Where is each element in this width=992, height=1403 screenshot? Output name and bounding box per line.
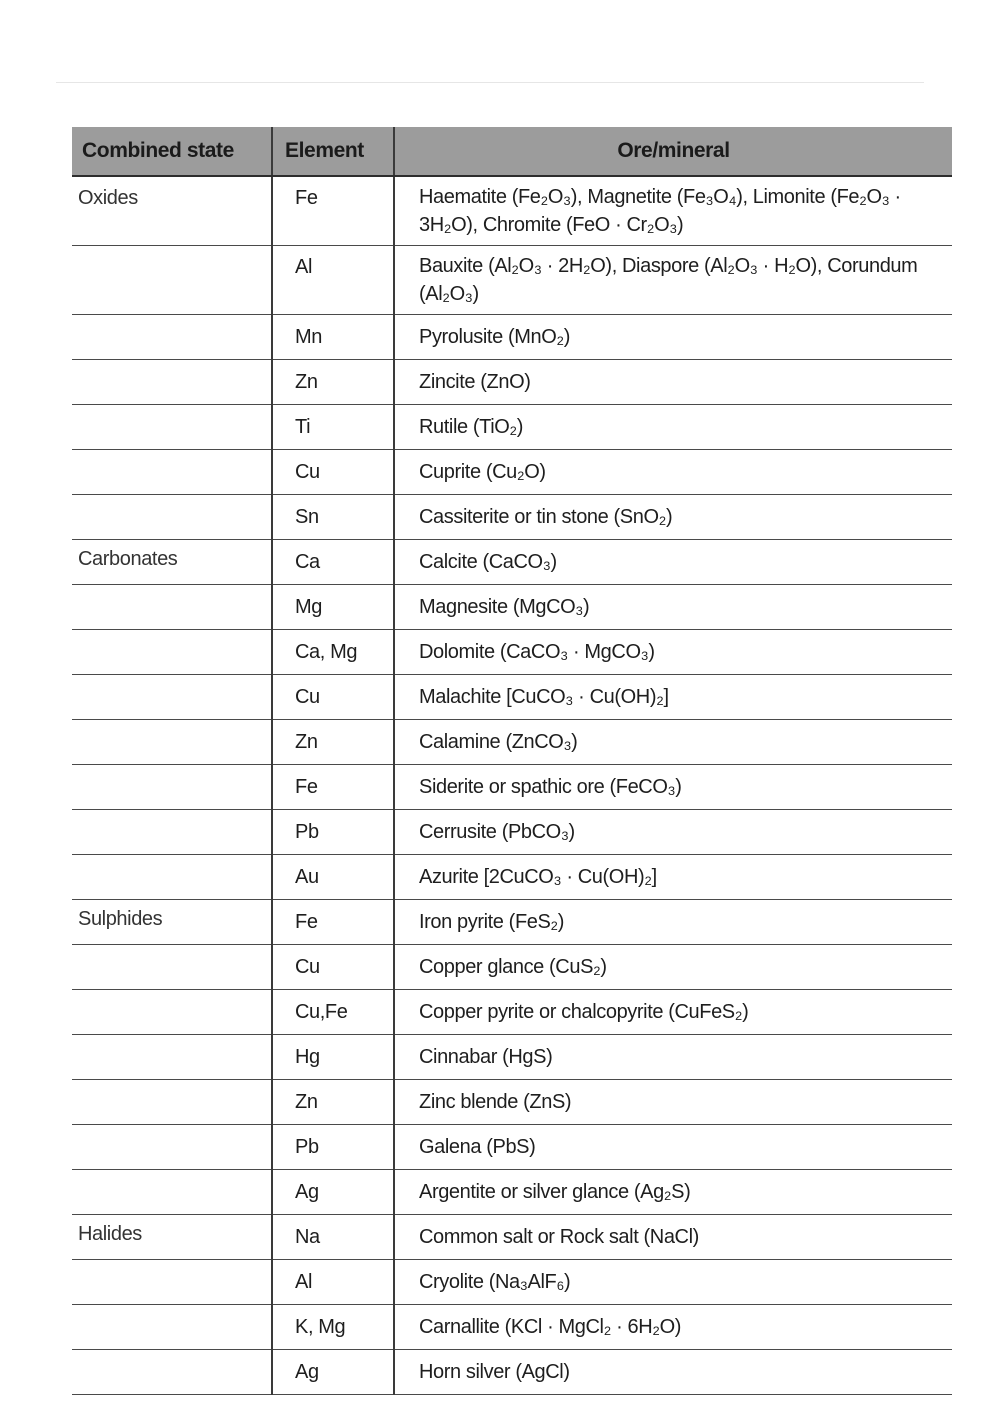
element-cell: Cu — [272, 450, 394, 495]
ore-mineral-cell: Horn silver (AgCl) — [394, 1350, 952, 1395]
combined-state-cell — [72, 675, 272, 720]
combined-state-cell — [72, 1260, 272, 1305]
ore-mineral-cell: Pyrolusite (MnO₂) — [394, 315, 952, 360]
element-cell: Ag — [272, 1170, 394, 1215]
combined-state-cell — [72, 405, 272, 450]
element-cell: Sn — [272, 495, 394, 540]
ore-mineral-cell: Cerrusite (PbCO₃) — [394, 810, 952, 855]
table-row — [72, 495, 952, 540]
element-cell: Cu — [272, 945, 394, 990]
header-element: Element — [272, 127, 394, 176]
element-cell: Ti — [272, 405, 394, 450]
table-row — [72, 630, 952, 675]
ore-mineral-cell: Zincite (ZnO) — [394, 360, 952, 405]
table-row — [72, 990, 952, 1035]
ore-mineral-cell: Carnallite (KCl · MgCl₂ · 6H₂O) — [394, 1305, 952, 1350]
combined-state-cell — [72, 495, 272, 540]
table-row — [72, 1350, 952, 1395]
ore-mineral-cell: Common salt or Rock salt (NaCl) — [394, 1215, 952, 1260]
element-cell: Mg — [272, 585, 394, 630]
ore-mineral-cell: Copper glance (CuS₂) — [394, 945, 952, 990]
table-row — [72, 810, 952, 855]
header-ore-mineral: Ore/mineral — [394, 127, 952, 176]
table-row — [72, 1260, 952, 1305]
table-row — [72, 450, 952, 495]
ore-mineral-cell: Calcite (CaCO₃) — [394, 540, 952, 585]
table-row — [72, 765, 952, 810]
ore-mineral-cell: Argentite or silver glance (Ag₂S) — [394, 1170, 952, 1215]
element-cell: Ca, Mg — [272, 630, 394, 675]
combined-state-cell — [72, 945, 272, 990]
element-cell: Pb — [272, 810, 394, 855]
combined-state-cell — [72, 765, 272, 810]
element-cell: Mn — [272, 315, 394, 360]
element-cell: Fe — [272, 900, 394, 945]
combined-state-cell — [72, 246, 272, 315]
table-row — [72, 855, 952, 900]
combined-state-cell — [72, 810, 272, 855]
combined-state-cell — [72, 855, 272, 900]
ore-mineral-cell: Galena (PbS) — [394, 1125, 952, 1170]
ore-mineral-cell: Siderite or spathic ore (FeCO₃) — [394, 765, 952, 810]
element-cell: Fe — [272, 765, 394, 810]
element-cell: Al — [272, 246, 394, 315]
table-row — [72, 246, 952, 315]
ore-mineral-cell: Rutile (TiO₂) — [394, 405, 952, 450]
element-cell: Zn — [272, 720, 394, 765]
table-row — [72, 1035, 952, 1080]
ore-mineral-cell: Bauxite (Al₂O₃ · 2H₂O), Diaspore (Al₂O₃ · H₂O), Corundum (Al₂O₃) — [394, 246, 952, 315]
table-row — [72, 315, 952, 360]
element-cell: Ag — [272, 1350, 394, 1395]
element-cell: Au — [272, 855, 394, 900]
header-combined-state: Combined state — [72, 127, 272, 176]
table-header — [72, 127, 952, 176]
table-row — [72, 900, 952, 945]
ore-mineral-cell: Malachite [CuCO₃ · Cu(OH)₂] — [394, 675, 952, 720]
combined-state-cell — [72, 1035, 272, 1080]
combined-state-cell — [72, 315, 272, 360]
page-top-rule — [56, 82, 924, 83]
table-body — [72, 176, 952, 1395]
combined-state-cell — [72, 1170, 272, 1215]
combined-state-cell — [72, 630, 272, 675]
element-cell: Zn — [272, 360, 394, 405]
combined-state-cell — [72, 990, 272, 1035]
ore-mineral-cell: Haematite (Fe₂O₃), Magnetite (Fe₃O₄), Limonite (Fe₂O₃ · 3H₂O), Chromite (FeO · Cr₂O₃) — [394, 176, 952, 246]
combined-state-cell — [72, 1125, 272, 1170]
table-row — [72, 1080, 952, 1125]
combined-state-cell — [72, 585, 272, 630]
ore-mineral-cell: Cryolite (Na₃AlF₆) — [394, 1260, 952, 1305]
table-row — [72, 675, 952, 720]
element-cell: Zn — [272, 1080, 394, 1125]
combined-state-cell — [72, 450, 272, 495]
table-row — [72, 360, 952, 405]
ore-mineral-cell: Iron pyrite (FeS₂) — [394, 900, 952, 945]
combined-state-cell: Oxides — [72, 176, 272, 246]
ore-mineral-table — [72, 127, 952, 1395]
element-cell: Ca — [272, 540, 394, 585]
table-row — [72, 1125, 952, 1170]
table-row — [72, 1170, 952, 1215]
table-row — [72, 405, 952, 450]
ore-mineral-cell: Cuprite (Cu₂O) — [394, 450, 952, 495]
ore-mineral-cell: Zinc blende (ZnS) — [394, 1080, 952, 1125]
element-cell: Pb — [272, 1125, 394, 1170]
table-row — [72, 585, 952, 630]
table-row — [72, 945, 952, 990]
element-cell: K, Mg — [272, 1305, 394, 1350]
ore-mineral-cell: Azurite [2CuCO₃ · Cu(OH)₂] — [394, 855, 952, 900]
combined-state-cell — [72, 1350, 272, 1395]
table-row — [72, 176, 952, 246]
ore-mineral-cell: Dolomite (CaCO₃ · MgCO₃) — [394, 630, 952, 675]
ore-mineral-cell: Magnesite (MgCO₃) — [394, 585, 952, 630]
ore-mineral-cell: Calamine (ZnCO₃) — [394, 720, 952, 765]
combined-state-cell — [72, 1305, 272, 1350]
combined-state-cell: Sulphides — [72, 900, 272, 945]
element-cell: Hg — [272, 1035, 394, 1080]
element-cell: Cu,Fe — [272, 990, 394, 1035]
combined-state-cell — [72, 720, 272, 765]
element-cell: Fe — [272, 176, 394, 246]
element-cell: Cu — [272, 675, 394, 720]
table-row — [72, 1305, 952, 1350]
combined-state-cell — [72, 360, 272, 405]
ore-mineral-cell: Copper pyrite or chalcopyrite (CuFeS₂) — [394, 990, 952, 1035]
table-row — [72, 720, 952, 765]
element-cell: Al — [272, 1260, 394, 1305]
combined-state-cell: Carbonates — [72, 540, 272, 585]
table-row — [72, 540, 952, 585]
combined-state-cell: Halides — [72, 1215, 272, 1260]
ore-mineral-cell: Cassiterite or tin stone (SnO₂) — [394, 495, 952, 540]
table-row — [72, 1215, 952, 1260]
combined-state-cell — [72, 1080, 272, 1125]
header-row — [72, 127, 952, 176]
element-cell: Na — [272, 1215, 394, 1260]
ore-mineral-cell: Cinnabar (HgS) — [394, 1035, 952, 1080]
